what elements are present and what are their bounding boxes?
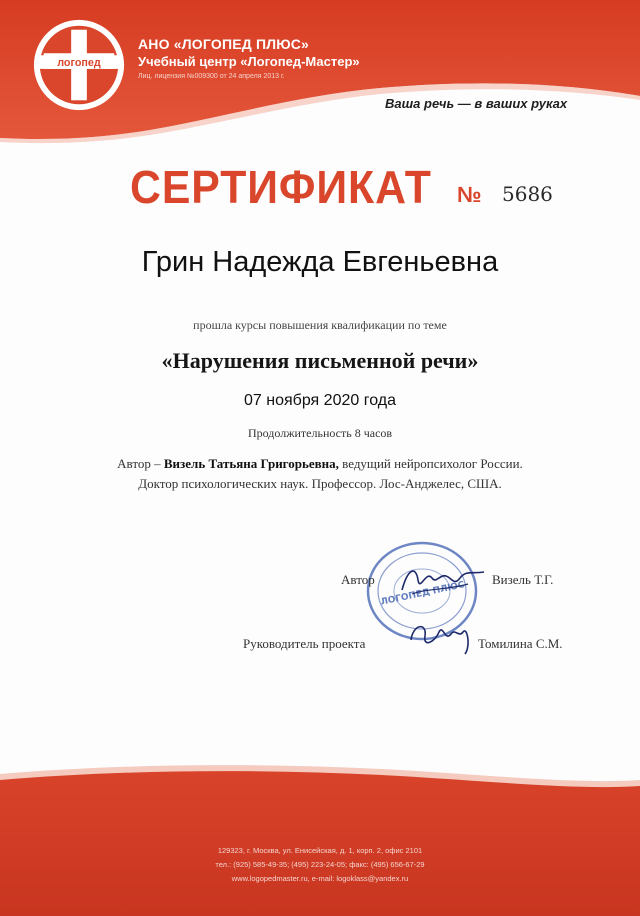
org-subtitle: Учебный центр «Логопед-Мастер» [138,54,360,69]
recipient-name: Грин Надежда Евгеньевна [141,246,499,278]
manager-sign-name: Томилина С.М. [478,636,563,651]
issue-date: 07 ноября 2020 года [244,392,396,409]
manager-signature [405,612,475,657]
slogan: Ваша речь — в ваших руках [385,96,568,111]
author-full-name: Визель Татьяна Григорьевна, [163,456,339,471]
author-prefix: Автор – [117,456,164,471]
course-duration: Продолжительность 8 часов [247,426,393,440]
logo-text: логопед [57,56,101,69]
course-title: «Нарушения письменной речи» [161,348,479,373]
org-name: АНО «ЛОГОПЕД ПЛЮС» [138,36,310,52]
author-credentials: Доктор психологических наук. Профессор. Лос-Анджелес, США. [138,476,502,491]
footer-phones: тел.: (925) 585-49-35; (495) 223-24-05; факс: (495) 656-67-29 [215,860,425,869]
author-sign-name: Визель Т.Г. [492,572,554,587]
certificate-title: СЕРТИФИКАТ [130,161,432,213]
manager-sign-label: Руководитель проекта [243,636,366,651]
certificate-number: 5686 [502,182,553,206]
footer-address: 129323, г. Москва, ул. Енисейская, д. 1, корп. 2, офис 2101 [217,846,423,855]
author-sign-label: Автор [341,572,375,587]
org-license: Лиц. лицензия №009300 от 24 апреля 2013 г. [138,73,285,80]
logo-icon [30,16,128,114]
footer-band [0,760,640,916]
number-sign: № [457,182,482,207]
author-suffix: ведущий нейропсихолог России. [338,456,523,471]
author-info [0,456,640,472]
stamp-text: ЛОГОПЕД ПЛЮС [379,580,466,608]
completed-text: прошла курсы повышения квалификации по теме [193,318,447,332]
author-signature [398,560,488,600]
footer-web: www.logopedmaster.ru, e-mail: logoklass@yandex.ru [231,874,409,883]
